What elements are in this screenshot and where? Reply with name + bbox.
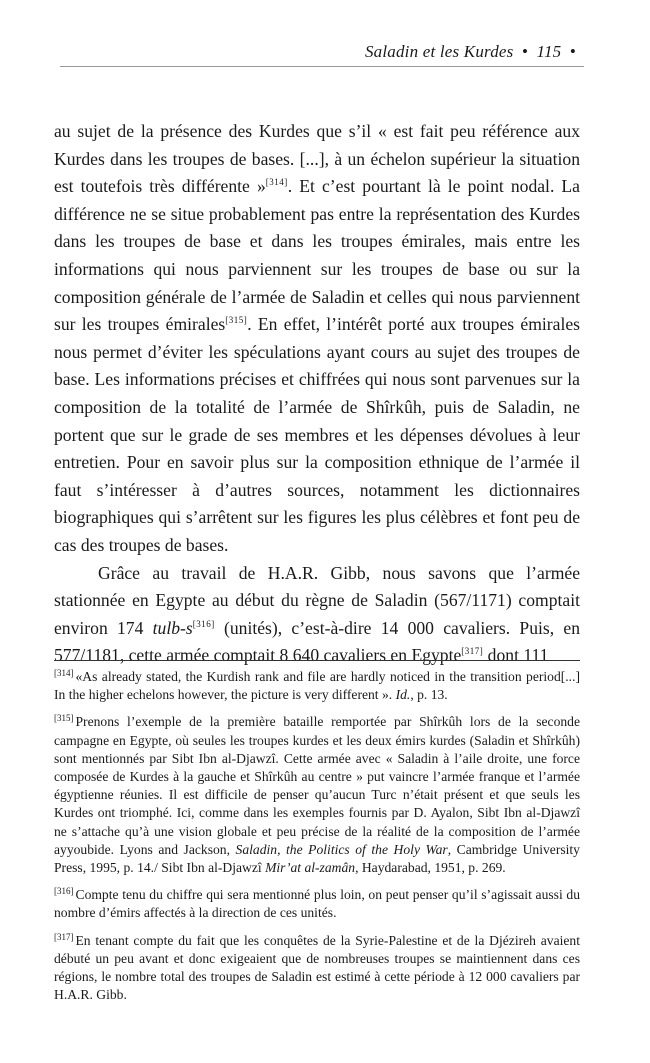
- text-run: Compte tenu du chiffre qui sera mentionné plus loin, on peut penser qu’il s’agissait aussi du nombre d’émirs affectés à la direction de ces unités.: [54, 887, 580, 921]
- text-run: dont 111: [483, 645, 549, 666]
- paragraph-1: [54, 118, 580, 560]
- footnote-ref-316[interactable]: [316]: [192, 618, 215, 629]
- main-text: [54, 118, 580, 670]
- text-run: . En effet, l’intérêt porté aux troupes émirales nous permet d’éviter les spéculations ayant cours au sujet des troupes de base. Les informations précises et chiffrées qui nous sont parvenues sur la composition de la totalité de l’armée de Shîrkûh, puis de Saladin, ne portent que sur le grade de ses membres et les dépenses dévolues à leur entretien. Pour en savoir plus sur la composition ethnique de l’armée il faut s’intéresser à d’autres sources, notamment les dictionnaires biographiques qui s’arrêtent sur les figures les plus célèbres et font peu de cas des troupes de bases.: [54, 314, 580, 555]
- text-run: . Et c’est pourtant là le point nodal. La différence ne se situe probablement pas entre la représentation des Kurdes dans les troupes de base et dans les troupes émirales, mais entre les informations qui nous parviennent sur les troupes de base ou sur la composition générale de l’armée de Saladin et celles qui nous parviennent sur les troupes émirales: [54, 176, 580, 335]
- footnote-number: [316]: [54, 886, 74, 897]
- header-bullet: •: [521, 42, 529, 61]
- footnote-number: [314]: [54, 668, 74, 678]
- header-trailing-bullet: •: [569, 42, 576, 61]
- paragraph-2: [54, 560, 580, 670]
- text-run: au sujet de la présence des Kurdes que s’il « est fait peu référence aux Kurdes dans les troupes de bases. [...], à un échelon supérieur la situation est toutefois très différente »: [54, 121, 580, 197]
- footnote-number: [315]: [54, 713, 74, 724]
- italic-term: tulb-s: [152, 617, 193, 638]
- footnote-ref-317[interactable]: [317]: [461, 646, 484, 657]
- footnote-316: [54, 886, 580, 922]
- footnote-ref-314[interactable]: [314]: [265, 177, 288, 188]
- footnote-number: [317]: [54, 931, 74, 942]
- running-header: [60, 42, 580, 62]
- page-number: 115: [536, 42, 562, 61]
- text-run: , Cambridge University Press, 1995, p. 14./ Sibt Ibn al-Djawzî: [54, 841, 580, 876]
- italic-term: Saladin, the Politics of the Holy War: [235, 841, 448, 857]
- footnote-rule: [54, 660, 580, 661]
- footnote-314: [54, 668, 580, 704]
- text-run: Grâce au travail de H.A.R. Gibb, nous savons que l’armée stationnée en Egypte au début du règne de Saladin (567/1171) comptait environ 174: [54, 562, 580, 638]
- footnote-315: [54, 713, 580, 877]
- text-run: (unités), c’est-à-dire 14 000 cavaliers. Puis, en 577/1181, cette armée comptait 8 640 cavaliers en Egypte: [54, 617, 580, 666]
- italic-term: Mir’at al-zamân: [265, 860, 356, 876]
- footnote-ref-315[interactable]: [315]: [225, 315, 248, 326]
- running-title: Saladin et les Kurdes: [364, 42, 514, 61]
- text-run: , Haydarabad, 1951, p. 269.: [355, 860, 506, 876]
- footnote-317: [54, 932, 580, 1005]
- text-run: Prenons l’exemple de la première bataille remportée par Shîrkûh lors de la seconde campagne en Egypte, où seules les troupes kurdes et les deux émirs kurdes (Saladin et Shîrkûh) sont mentionnés par Sibt Ibn al-Djawzî. Cette armée avec « Saladin à l’aile droite, une force composée de Kurdes à la gauche et Shîrkûh au centre » put vaincre l’armée franque et l’armée égyptienne réunies. Il est difficile de penser qu’aucun Turc n’était présent et que seuls les Kurdes ont triomphé. Ici, comme dans les exemples fournis par D. Ayalon, Sibt Ibn al-Djawzî ne s’attache qu’à une vision globale et peu précise de la réalité de la composition de l’armée ayyoubide. Lyons and Jackson,: [54, 714, 580, 857]
- header-rule: [60, 66, 584, 67]
- footnotes: [54, 668, 580, 1013]
- italic-term: Id.: [395, 687, 411, 703]
- text-run: En tenant compte du fait que les conquêtes de la Syrie-Palestine et de la Djézireh avaient débuté un peu avant et donc exigeaient que de nombreuses troupes se maintiennent dans ces régions, le nombre total des troupes de Saladin est estimé à cette période à 12 000 cavaliers par H.A.R. Gibb.: [54, 932, 580, 1003]
- text-run: «As already stated, the Kurdish rank and file are hardly noticed in the transition period[...] In the higher echelons however, the picture is very different ».: [54, 669, 580, 703]
- text-run: , p. 13.: [410, 687, 448, 703]
